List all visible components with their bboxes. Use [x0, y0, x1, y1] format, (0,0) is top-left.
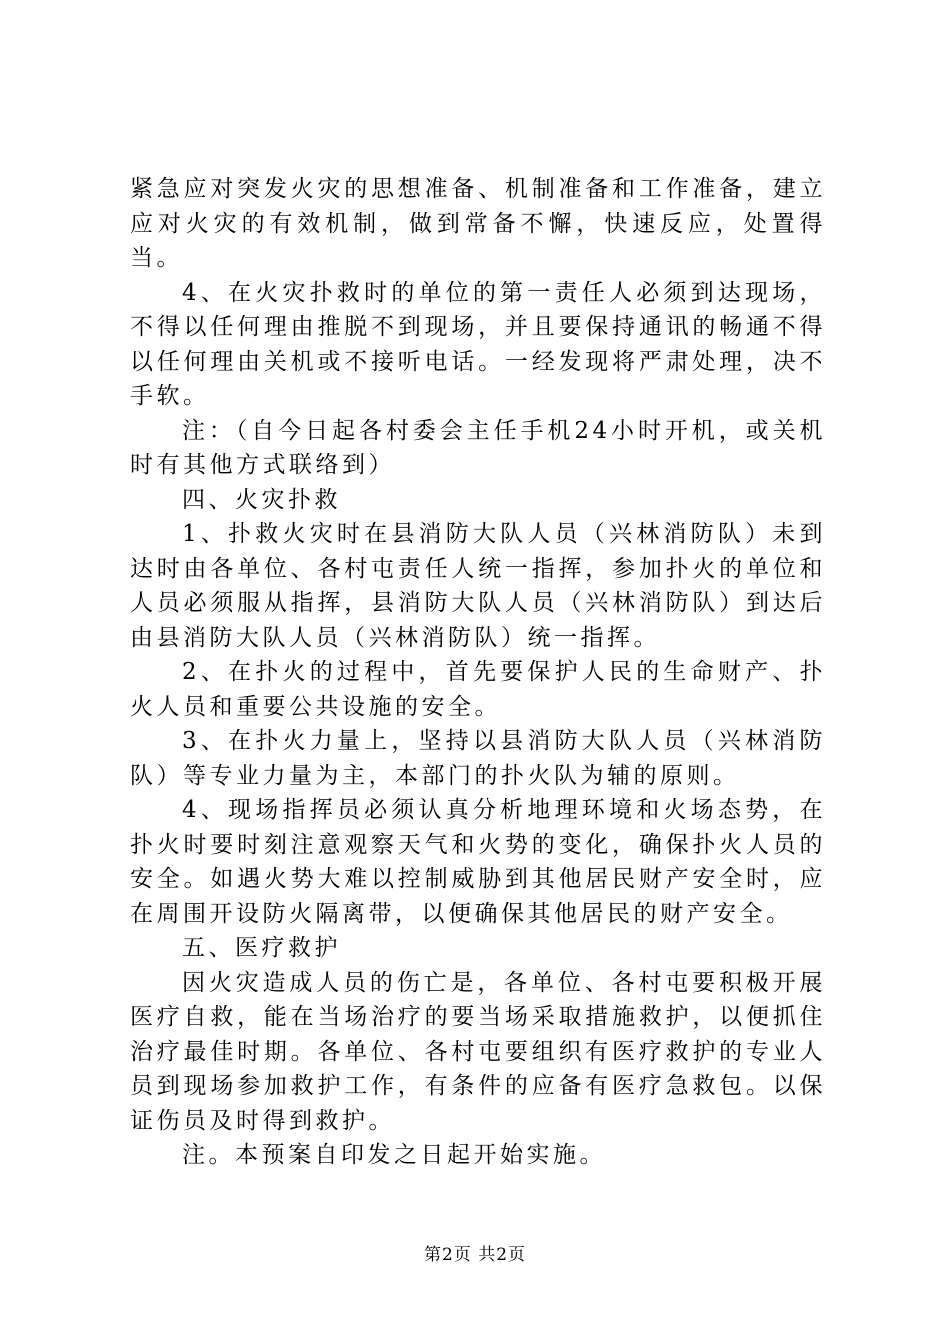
paragraph-medical-rescue: 因火灾造成人员的伤亡是，各单位、各村屯要积极开展医疗自救，能在当场治疗的要当场采取措施救护，以便抓住治疗最佳时期。各单位、各村屯要组织有医疗救护的专业人员到现场参加救护工作，有条件的应备有医疗急救包。以保证伤员及时得到救护。 [130, 969, 826, 1134]
paragraph-item-3-forces: 3、在扑火力量上，坚持以县消防大队人员（兴林消防队）等专业力量为主，本部门的扑火队为辅的原则。 [130, 728, 826, 789]
paragraph-item-2-protection: 2、在扑火的过程中，首先要保护人民的生命财产、扑火人员和重要公共设施的安全。 [130, 659, 826, 720]
paragraph-item-4-responsible-person: 4、在火灾扑救时的单位的第一责任人必须到达现场，不得以任何理由推脱不到现场，并且要保持通讯的畅通不得以任何理由关机或不接听电话。一经发现将严肃处理，决不手软。 [130, 279, 826, 409]
paragraph-final-note: 注。本预案自印发之日起开始实施。 [182, 1142, 606, 1168]
document-body [130, 172, 826, 1173]
section-heading-medical-rescue: 五、医疗救护 [182, 935, 341, 961]
paragraph-continuation: 紧急应对突发火灾的思想准备、机制准备和工作准备，建立应对火灾的有效机制，做到常备不懈，快速反应，处置得当。 [130, 176, 826, 271]
paragraph-item-4-commander: 4、现场指挥员必须认真分析地理环境和火场态势，在扑火时要时刻注意观察天气和火势的变化，确保扑火人员的安全。如遇火势大难以控制威胁到其他居民财产安全时，应在周围开设防火隔离带，以便确保其他居民的财产安全。 [130, 797, 826, 927]
paragraph-item-1-command: 1、扑救火灾时在县消防大队人员（兴林消防队）未到达时由各单位、各村屯责任人统一指挥，参加扑火的单位和人员必须服从指挥，县消防大队人员（兴林消防队）到达后由县消防大队人员（兴林消防队）统一指挥。 [130, 521, 826, 651]
page-number-footer: 第2页 共2页 [423, 1245, 527, 1265]
section-heading-fire-fighting: 四、火灾扑救 [182, 486, 341, 513]
paragraph-note-phone: 注：（自今日起各村委会主任手机24小时开机，或关机时有其他方式联络到） [130, 417, 826, 478]
